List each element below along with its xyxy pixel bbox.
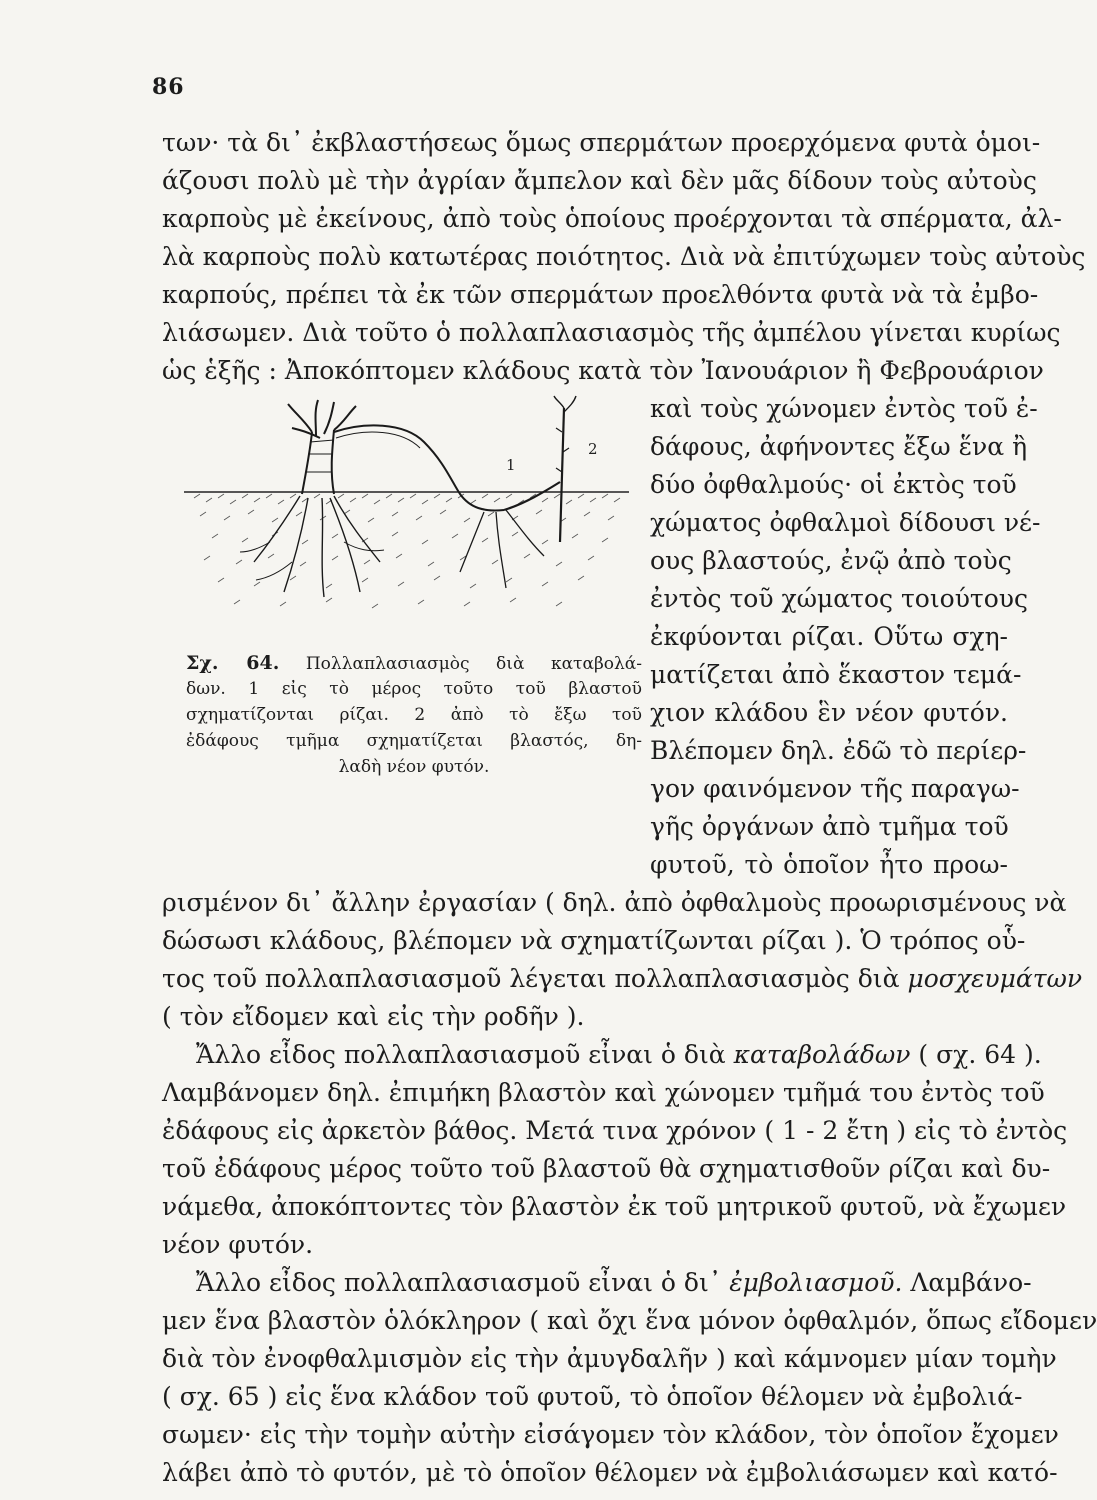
text-line: γῆς ὀργάνων ἀπὸ τμῆμα τοῦ — [650, 812, 1009, 841]
emphasis-term: καταβολάδων — [733, 1040, 911, 1069]
text-line: λάβει ἀπὸ τὸ φυτόν, μὲ τὸ ὁποῖον θέλομεν νὰ ἐμβολιάσωμεν καὶ κατό- — [162, 1458, 1058, 1487]
figure-caption-line: δων. 1 εἰς τὸ μέρος τοῦτο τοῦ βλαστοῦ — [186, 679, 642, 699]
text-line: δώσωσι κλάδους, βλέπομεν νὰ σχηματίζωνται ρίζαι ). Ὁ τρόπος οὗ- — [162, 926, 1026, 955]
text-line: ἐδάφους εἰς ἀρκετὸν βάθος. Μετά τινα χρόνον ( 1 - 2 ἔτη ) εἰς τὸ ἐντὸς — [162, 1116, 1068, 1145]
text-line: καὶ τοὺς χώνομεν ἐντὸς τοῦ ἐ- — [650, 394, 1038, 423]
figure-caption-line — [186, 650, 642, 676]
text-line: νάμεθα, ἀποκόπτοντες τὸν βλαστὸν ἐκ τοῦ μητρικοῦ φυτοῦ, νὰ ἔχωμεν — [162, 1192, 1067, 1221]
text-line: γον φαινόμενον τῆς παραγω- — [650, 774, 1020, 803]
text-line: τοῦ ἐδάφους μέρος τοῦτο τοῦ βλαστοῦ θὰ σχηματισθοῦν ρίζαι καὶ δυ- — [162, 1154, 1051, 1183]
text-line: των· τὰ δι᾽ ἐκβλαστήσεως ὅμως σπερμάτων προερχόμενα φυτὰ ὁμοι- — [162, 128, 1041, 157]
text-line: ους βλαστούς, ἐνῷ ἀπὸ τοὺς — [650, 546, 1012, 575]
text-line: δάφους, ἀφήνοντες ἔξω ἕνα ἢ — [650, 432, 1028, 461]
text-line: ἐκφύονται ρίζαι. Οὕτω σχη- — [650, 622, 1008, 651]
figure-caption-line: σχηματίζονται ρίζαι. 2 ἀπὸ τὸ ἔξω τοῦ — [186, 705, 642, 725]
text-line: χώματος ὀφθαλμοὶ δίδουσι νέ- — [650, 508, 1041, 537]
text-line: λὰ καρποὺς πολὺ κατωτέρας ποιότητος. Διὰ νὰ ἐπιτύχωμεν τοὺς αὐτοὺς — [162, 242, 1086, 271]
text-line — [196, 1036, 1042, 1074]
text-span: Ἄλλο εἶδος πολλαπλασιασμοῦ εἶναι ὁ διὰ — [196, 1040, 726, 1069]
text-span: Ἄλλο εἶδος πολλαπλασιασμοῦ εἶναι ὁ δι᾽ — [196, 1268, 722, 1297]
emphasis-term: μοσχευμάτων — [907, 964, 1083, 993]
text-span: ( σχ. 64 ). — [918, 1040, 1042, 1069]
text-line: ὡς ἑξῆς : Ἀποκόπτομεν κλάδους κατὰ τὸν Ἰανουάριον ἢ Φεβρουάριον — [162, 356, 1044, 385]
figure-caption-line: λαδὴ νέον φυτόν. — [338, 757, 490, 777]
text-line: ( σχ. 65 ) εἰς ἕνα κλάδον τοῦ φυτοῦ, τὸ ὁποῖον θέλομεν νὰ ἐμβολιά- — [162, 1382, 1023, 1411]
layering-illustration — [184, 392, 644, 622]
figure-label-2: 2 — [588, 440, 598, 458]
figure-caption-line: ἐδάφους τμῆμα σχηματίζεται βλαστός, δη- — [186, 731, 642, 751]
mother-vine-stump — [240, 400, 384, 597]
text-line — [196, 1264, 1032, 1302]
text-line: άζουσι πολὺ μὲ τὴν ἀγρίαν ἄμπελον καὶ δὲν μᾶς δίδουν τοὺς αὐτοὺς — [162, 166, 1037, 195]
figure-label-1: 1 — [506, 456, 516, 474]
text-line: καρπούς, πρέπει τὰ ἐκ τῶν σπερμάτων προελθόντα φυτὰ νὰ τὰ ἐμβο- — [162, 280, 1039, 309]
text-line: φυτοῦ, τὸ ὁποῖον ἦτο προω- — [650, 850, 1008, 879]
text-line: διὰ τὸν ἐνοφθαλμισμὸν εἰς τὴν ἀμυγδαλῆν ) καὶ κάμνομεν μίαν τομὴν — [162, 1344, 1057, 1373]
text-line: σωμεν· εἰς τὴν τομὴν αὐτὴν εἰσάγομεν τὸν κλάδον, τὸν ὁποῖον ἔχομεν — [162, 1420, 1059, 1449]
text-span: τος τοῦ πολλαπλασιασμοῦ λέγεται πολλαπλασιασμὸς διὰ — [162, 964, 900, 993]
text-line: ρισμένον δι᾽ ἄλλην ἐργασίαν ( δηλ. ἀπὸ ὀφθαλμοὺς προωρισμένους νὰ — [162, 888, 1067, 917]
text-line: καρποὺς μὲ ἐκείνους, ἀπὸ τοὺς ὁποίους προέρχονται τὰ σπέρματα, ἀλ- — [162, 204, 1062, 233]
text-line — [162, 960, 1083, 998]
text-span: Λαμβάνο- — [910, 1268, 1032, 1297]
page-number: 86 — [152, 74, 185, 100]
text-line: Λαμβάνομεν δηλ. ἐπιμήκη βλαστὸν καὶ χώνομεν τμῆμά του ἐντὸς τοῦ — [162, 1078, 1045, 1107]
text-line: νέον φυτόν. — [162, 1230, 314, 1259]
text-line: ματίζεται ἀπὸ ἕκαστον τεμά- — [650, 660, 1022, 689]
soil-hatching — [184, 492, 629, 608]
text-line: ἐντὸς τοῦ χώματος τοιούτους — [650, 584, 1028, 613]
text-line: ( τὸν εἴδομεν καὶ εἰς τὴν ροδῆν ). — [162, 1002, 585, 1031]
figure-caption-text: Πολλαπλασιασμὸς διὰ καταβολά- — [305, 654, 642, 674]
text-line: χιον κλάδου ἓν νέον φυτόν. — [650, 698, 1008, 727]
text-line: δύο ὀφθαλμούς· οἱ ἐκτὸς τοῦ — [650, 470, 1017, 499]
emphasis-term: ἐμβολιασμοῦ. — [729, 1268, 903, 1297]
text-line: Βλέπομεν δηλ. ἐδῶ τὸ περίερ- — [650, 736, 1027, 765]
figure-caption-label: Σχ. 64. — [186, 652, 280, 674]
text-line: λιάσωμεν. Διὰ τοῦτο ὁ πολλαπλασιασμὸς τῆς ἀμπέλου γίνεται κυρίως — [162, 318, 1061, 347]
text-line: μεν ἕνα βλαστὸν ὁλόκληρον ( καὶ ὄχι ἕνα μόνον ὀφθαλμόν, ὅπως εἴδομεν — [162, 1306, 1097, 1335]
